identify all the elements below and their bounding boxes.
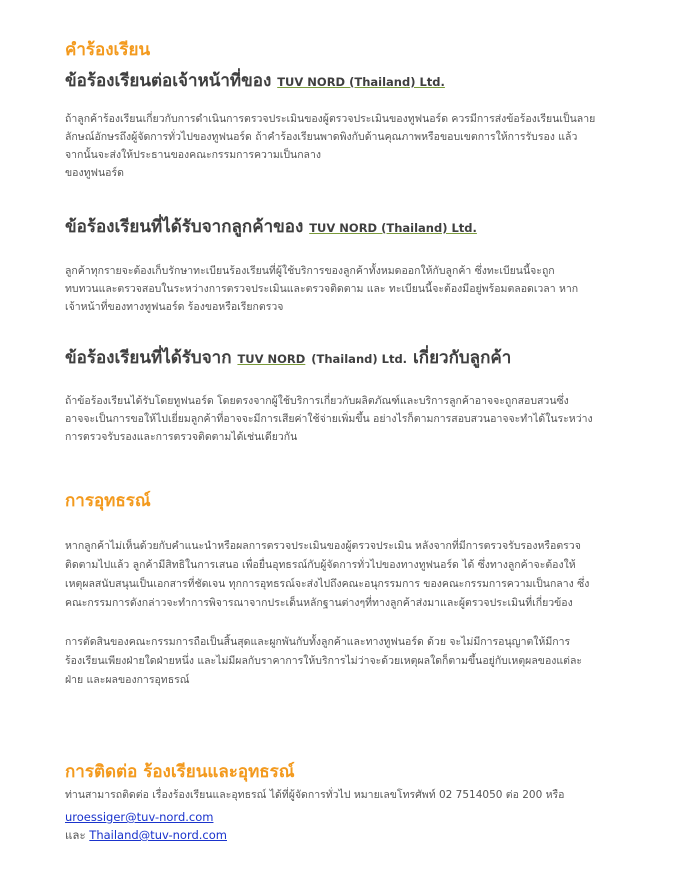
complaints-title: คำร้องเรียน [65, 40, 151, 60]
section3-paragraph [65, 392, 630, 446]
contact-email-1-row [65, 806, 213, 825]
section3-heading-brand-suffix: (Thailand) Ltd. [311, 352, 408, 366]
paragraph-line: ร้องเรียนเพียงฝ่ายใดฝ่ายหนึ่ง และไม่มีผลกับราคาการให้บริการไม่ว่าจะด้วยเหตุผลใดก็ตามขึ้นอยู่กับเหตุผลของแต่ละ [65, 655, 583, 667]
section2-heading-brand: TUV NORD (Thailand) Ltd. [309, 221, 477, 235]
section1-heading [65, 67, 445, 94]
paragraph-line: หากลูกค้าไม่เห็นด้วยกับคำแนะนำหรือผลการตรวจประเมินของผู้ตรวจประเมิน หลังจากที่มีการตรวจรับรองหรือตรวจ [65, 540, 581, 552]
email-link-thailand[interactable]: Thailand@tuv-nord.com [89, 828, 227, 842]
contact-title: การติดต่อ ร้องเรียนและอุทธรณ์ [65, 762, 295, 782]
email-link-uroessiger[interactable]: uroessiger@tuv-nord.com [65, 810, 214, 824]
section1-heading-brand: TUV NORD (Thailand) Ltd. [277, 75, 445, 89]
section3-heading-suffix: เกี่ยวกับลูกค้า [412, 348, 512, 368]
paragraph-line: ถ้าลูกค้าร้องเรียนเกี่ยวกับการดำเนินการตรวจประเมินของผู้ตรวจประเมินของทูฟนอร์ด ควรมีการส่งข้อร้องเรียนเป็นลาย [65, 113, 596, 125]
appeal-paragraph-1 [65, 537, 630, 613]
paragraph-line: เหตุผลสนับสนุนเป็นเอกสารที่ชัดเจน ทุกการอุทธรณ์จะส่งไปถึงคณะอนุกรรมการ ของคณะกรรมการความเป็นกลาง ซึ่ง [65, 578, 590, 590]
section2-paragraph [65, 262, 630, 316]
paragraph-line: อาจจะเป็นการขอให้ไปเยี่ยมลูกค้าที่อาจจะมีการเสียค่าใช้จ่ายเพิ่มขึ้น อย่างไรก็ตามการสอบสวนอาจจะทำได้ในระหว่าง [65, 413, 593, 425]
section1-paragraph [65, 110, 630, 182]
section2-heading-text: ข้อร้องเรียนที่ได้รับจากลูกค้าของ [65, 217, 304, 237]
paragraph-line: ของทูฟนอร์ด [65, 167, 124, 179]
section3-heading-text: ข้อร้องเรียนที่ได้รับจาก [65, 348, 232, 368]
section3-heading-brand: TUV NORD [237, 352, 306, 366]
paragraph-line: ทบทวนและตรวจสอบในระหว่างการตรวจประเมินและตรวจติดตาม และ ทะเบียนนี้จะต้องมีอยู่พร้อมตลอดเวลา หาก [65, 283, 579, 295]
contact-email-2-row [65, 827, 227, 845]
paragraph-line: ลูกค้าทุกรายจะต้องเก็บรักษาทะเบียนร้องเรียนที่ผู้ใช้บริการของลูกค้าทั้งหมดออกให้กับลูกค้า ซึ่งทะเบียนนี้จะถูก [65, 265, 555, 277]
paragraph-line: จากนั้นจะส่งให้ประธานของคณะกรรมการความเป็นกลาง [65, 149, 322, 161]
paragraph-line: การตัดสินของคณะกรรมการถือเป็นสิ้นสุดและผูกพันกับทั้งลูกค้าและทางทูฟนอร์ด ด้วย จะไม่มีการอนุญาตให้มีการ [65, 636, 571, 648]
appeal-title: การอุทธรณ์ [65, 491, 151, 511]
paragraph-line: การตรวจรับรองและการตรวจติดตามได้เช่นเดียวกัน [65, 431, 298, 443]
contact-line: ท่านสามารถติดต่อ เรื่องร้องเรียนและอุทธรณ์ ได้ที่ผู้จัดการทั่วไป หมายเลขโทรศัพท์ 02 7514050 ต่อ 200 หรือ [65, 789, 565, 801]
paragraph-line: ติดตามไปแล้ว ลูกค้ามีสิทธิในการเสนอ เพื่อยื่นอุทธรณ์กับผู้จัดการทั่วไปของทางทูฟนอร์ด ได้ ซึ่งทางลูกค้าจะต้องให้ [65, 559, 576, 571]
paragraph-line: คณะกรรมการดังกล่าวจะทำการพิจารณาจากประเด็นหลักฐานต่างๆที่ทางลูกค้าส่งมาและผู้ตรวจประเมินที่เกี่ยวข้อง [65, 597, 573, 609]
section1-heading-text: ข้อร้องเรียนต่อเจ้าหน้าที่ของ [65, 71, 272, 91]
paragraph-line: ถ้าข้อร้องเรียนได้รับโดยทูฟนอร์ด โดยตรงจากผู้ใช้บริการเกี่ยวกับผลิตภัณฑ์และบริการลูกค้าอาจจะถูกสอบสวนซึ่ง [65, 395, 569, 407]
section3-heading [65, 344, 511, 371]
and-label: และ [65, 828, 86, 842]
appeal-paragraph-2 [65, 633, 630, 690]
paragraph-line: ฝ่าย และผลของการอุทธรณ์ [65, 674, 190, 686]
section2-heading [65, 213, 477, 240]
paragraph-line: เจ้าหน้าที่ของทางทูฟนอร์ด ร้องขอหรือเรียกตรวจ [65, 301, 284, 313]
paragraph-line: ลักษณ์อักษรถึงผู้จัดการทั่วไปของทูฟนอร์ด ถ้าคำร้องเรียนพาดพิงกับด้านคุณภาพหรือขอบเขตการให้การรับรอง แล้ว [65, 131, 578, 143]
